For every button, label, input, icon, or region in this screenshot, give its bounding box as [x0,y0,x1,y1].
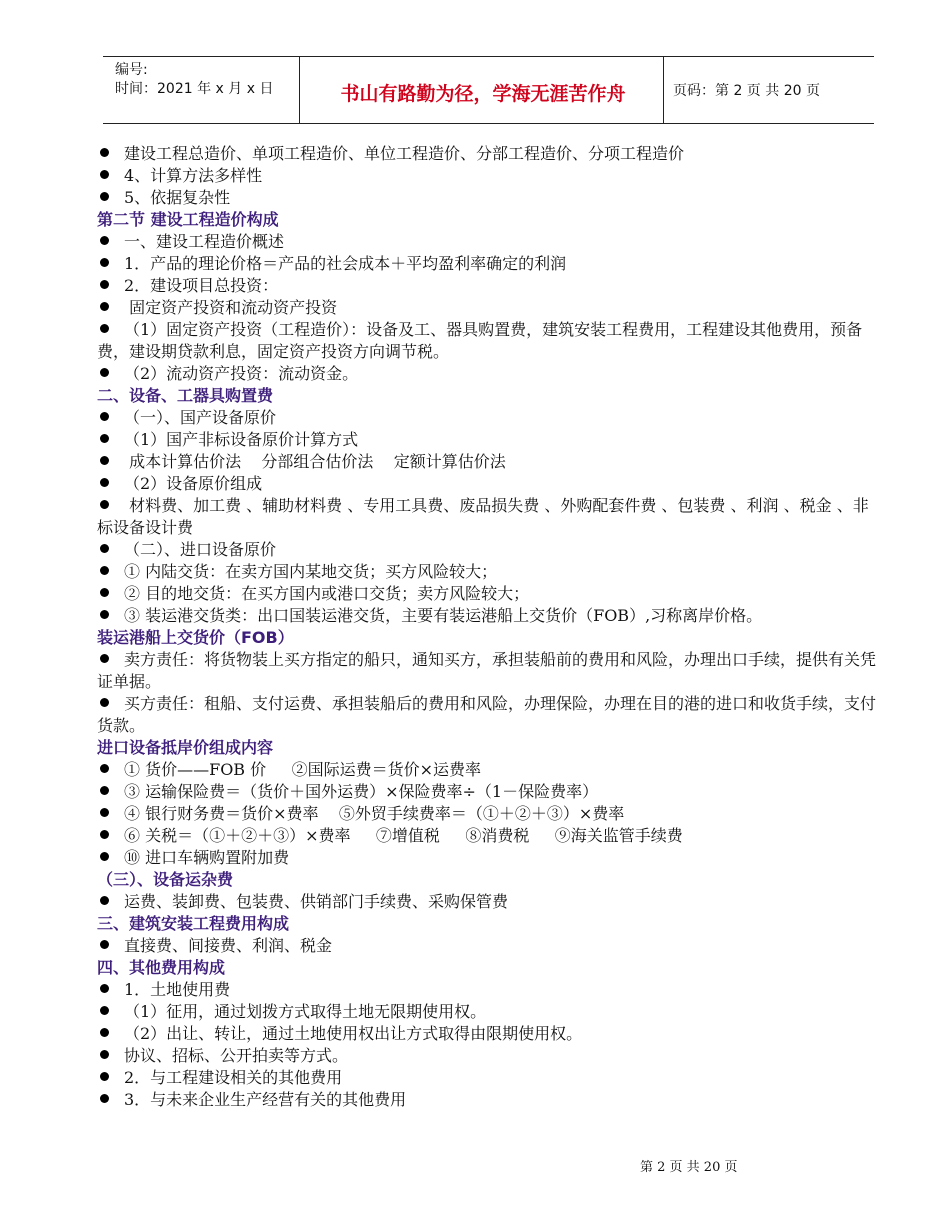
bullet-icon [100,764,109,773]
bullet-line [97,451,880,473]
bullet-text: （二）、进口设备原价 [124,540,277,559]
bullet-icon [100,1050,109,1059]
section-heading: 第二节 建设工程造价构成 [97,210,279,229]
bullet-text: ⑩ 进口车辆购置附加费 [124,848,290,867]
bullet-line [97,693,880,737]
bullet-icon [100,434,109,443]
bullet-icon [100,610,109,619]
bullet-icon [100,1028,109,1037]
document-body [97,143,880,1111]
bullet-text: 买方责任：租船、支付运费、承担装船后的费用和风险，办理保险，办理在目的港的进口和收货手续，支付货款。 [97,694,877,735]
bullet-line [97,935,880,957]
bullet-text: ④ 银行财务费＝货价×费率 ⑤外贸手续费率＝（①＋②＋③）×费率 [124,804,625,823]
bullet-text: 1．产品的理论价格＝产品的社会成本＋平均盈利率确定的利润 [124,254,567,273]
bullet-text: 建设工程总造价、单项工程造价、单位工程造价、分部工程造价、分项工程造价 [124,144,685,163]
bullet-icon [100,500,109,509]
bullet-text: （2）设备原价组成 [124,474,263,493]
bullet-line [97,759,880,781]
bullet-text: （1）国产非标设备原价计算方式 [124,430,359,449]
header-time-label: 时间：2021 年 x 月 x 日 [115,81,274,97]
bullet-text: 2．与工程建设相关的其他费用 [124,1068,343,1087]
bullet-text: 5、依据复杂性 [124,188,231,207]
bullet-icon [100,830,109,839]
bullet-text: 固定资产投资和流动资产投资 [124,298,338,317]
bullet-icon [100,280,109,289]
document-header [103,56,874,124]
bullet-line [97,539,880,561]
bullet-icon [100,236,109,245]
bullet-text: （一）、国产设备原价 [124,408,277,427]
bullet-line [97,319,880,363]
bullet-line [97,1045,880,1067]
bullet-text: 1．土地使用费 [124,980,231,999]
bullet-icon [100,940,109,949]
bullet-text: 3．与未来企业生产经营有关的其他费用 [124,1090,407,1109]
bullet-icon [100,1072,109,1081]
bullet-line [97,1089,880,1111]
header-divider [299,57,300,123]
bullet-line [97,1001,880,1023]
header-number-label: 编号: [115,62,148,78]
bullet-text: ② 目的地交货：在买方国内或港口交货；卖方风险较大； [124,584,530,603]
bullet-text: （1）征用，通过划拨方式取得土地无限期使用权。 [124,1002,487,1021]
bullet-icon [100,192,109,201]
bullet-line [97,781,880,803]
bullet-text: 卖方责任：将货物装上买方指定的船只，通知买方，承担装船前的费用和风险，办理出口手续，提供有关凭证单据。 [97,650,877,691]
section-heading: 装运港船上交货价（FOB） [97,628,294,647]
bullet-icon [100,170,109,179]
bullet-line [97,825,880,847]
bullet-line [97,473,880,495]
bullet-line [97,847,880,869]
bullet-text: 材料费、加工费 、辅助材料费 、专用工具费、废品损失费 、外购配套件费 、包装费 、利润 、税金 、非标设备设计费 [97,496,869,537]
header-meta [115,61,273,99]
bullet-line [97,231,880,253]
bullet-line [97,275,880,297]
header-divider [663,57,664,123]
bullet-line [97,979,880,1001]
bullet-icon [100,588,109,597]
bullet-text: （1）固定资产投资（工程造价）：设备及工、器具购置费，建筑安装工程费用，工程建设其他费用，预备费，建设期贷款利息，固定资产投资方向调节税。 [97,320,863,361]
bullet-text: 运费、装卸费、包装费、供销部门手续费、采购保管费 [124,892,509,911]
bullet-icon [100,302,109,311]
bullet-line [97,605,880,627]
bullet-line [97,495,880,539]
bullet-text: 直接费、间接费、利润、税金 [124,936,333,955]
bullet-line [97,1023,880,1045]
bullet-line [97,165,880,187]
bullet-icon [100,456,109,465]
bullet-icon [100,984,109,993]
bullet-line [97,1067,880,1089]
bullet-icon [100,654,109,663]
bullet-text: （2）流动资产投资：流动资金。 [124,364,359,383]
section-heading: （三）、设备运杂费 [97,870,234,889]
bullet-text: （2）出让、转让，通过土地使用权出让方式取得由限期使用权。 [124,1024,583,1043]
bullet-text: 2．建设项目总投资： [124,276,279,295]
bullet-icon [100,852,109,861]
bullet-text: 成本计算估价法 分部组合估价法 定额计算估价法 [124,452,506,471]
bullet-text: 一、建设工程造价概述 [124,232,285,251]
section-heading: 进口设备抵岸价组成内容 [97,738,274,757]
page-footer: 第 2 页 共 20 页 [640,1160,738,1175]
bullet-icon [100,786,109,795]
bullet-text: ① 货价——FOB 价 ②国际运费＝货价×运费率 [124,760,481,779]
bullet-line [97,407,880,429]
bullet-icon [100,1094,109,1103]
bullet-icon [100,808,109,817]
bullet-line [97,363,880,385]
bullet-line [97,143,880,165]
bullet-line [97,649,880,693]
section-heading: 四、其他费用构成 [97,958,226,977]
bullet-text: ① 内陆交货：在卖方国内某地交货；买方风险较大； [124,562,498,581]
bullet-icon [100,1006,109,1015]
bullet-line [97,253,880,275]
header-page-info: 页码：第 2 页 共 20 页 [673,83,820,99]
header-motto: 书山有路勤为径，学海无涯苦作舟 [340,83,626,105]
bullet-icon [100,566,109,575]
bullet-icon [100,478,109,487]
bullet-text: 4、计算方法多样性 [124,166,263,185]
section-heading: 二、设备、工器具购置费 [97,386,274,405]
bullet-icon [100,698,109,707]
bullet-line [97,561,880,583]
bullet-icon [100,544,109,553]
bullet-line [97,891,880,913]
bullet-icon [100,412,109,421]
bullet-icon [100,148,109,157]
bullet-icon [100,258,109,267]
bullet-text: ③ 运输保险费＝（货价＋国外运费）×保险费率÷（1－保险费率） [124,782,599,801]
bullet-line [97,803,880,825]
bullet-text: ⑥ 关税＝（①＋②＋③）×费率 ⑦增值税 ⑧消费税 ⑨海关监管手续费 [124,826,683,845]
bullet-line [97,297,880,319]
bullet-text: 协议、招标、公开拍卖等方式。 [124,1046,349,1065]
bullet-text: ③ 装运港交货类：出口国装运港交货，主要有装运港船上交货价（FOB）,习称离岸价格。 [124,606,763,625]
section-heading: 三、建筑安装工程费用构成 [97,914,290,933]
bullet-icon [100,324,109,333]
bullet-icon [100,368,109,377]
bullet-line [97,583,880,605]
bullet-line [97,187,880,209]
bullet-line [97,429,880,451]
bullet-icon [100,896,109,905]
